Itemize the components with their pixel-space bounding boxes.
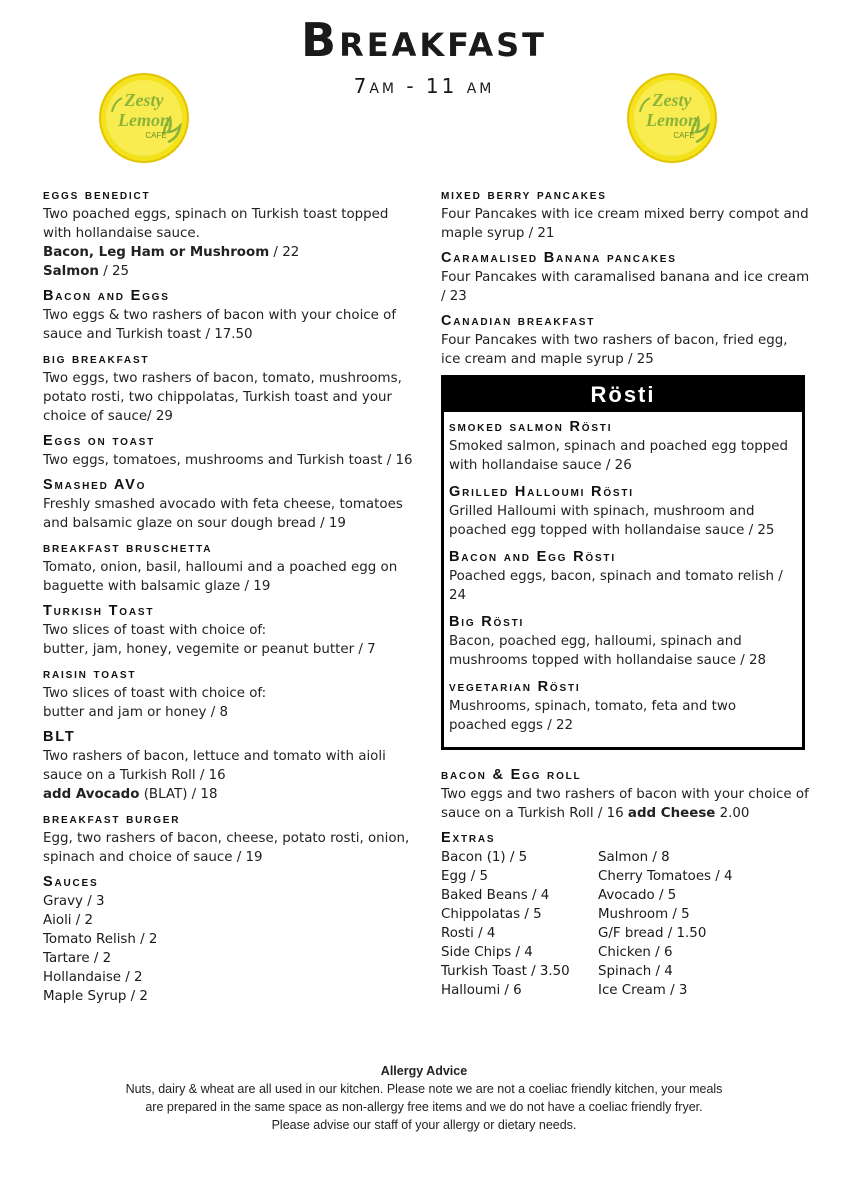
- sauce-line: Maple Syrup / 2: [43, 989, 148, 1004]
- item-name: Bacon and Eggs: [43, 288, 170, 304]
- rosti-heading: Rösti: [444, 378, 802, 412]
- item-option: [43, 243, 413, 262]
- menu-item-eggs-benedict: [43, 186, 413, 281]
- item-name: Bacon and Egg Rösti: [449, 549, 616, 565]
- allergy-text-line: Please advise our staff of your allergy or dietary needs.: [271, 1118, 577, 1132]
- logo-word-2: Lemon: [646, 110, 698, 130]
- logo-word-3: CAFE: [145, 131, 167, 140]
- item-description: Two poached eggs, spinach on Turkish toast topped with hollandaise sauce.: [43, 207, 389, 241]
- rosti-item: [449, 548, 796, 605]
- sauce-line: Tartare / 2: [43, 951, 112, 966]
- item-name: Caramalised Banana pancakes: [441, 250, 677, 266]
- menu-item-big-breakfast: [43, 350, 413, 426]
- item-name: bacon & Egg roll: [441, 767, 582, 783]
- extra-line: Turkish Toast / 3.50: [441, 964, 570, 979]
- item-description: Grilled Halloumi with spinach, mushroom and poached egg topped with hollandaise sauce / 25: [449, 504, 775, 538]
- menu-item-canadian-breakfast: [441, 312, 811, 369]
- item-description: Tomato, onion, basil, halloumi and a poached egg on baguette with balsamic glaze / 19: [43, 560, 398, 594]
- sauces-section: [43, 873, 413, 1006]
- opening-hours: 7am - 11 am: [353, 74, 495, 98]
- item-description: Freshly smashed avocado with feta cheese, tomatoes and balsamic glaze on sour dough bread / 19: [43, 497, 403, 531]
- extra-line: Ice Cream / 3: [598, 983, 688, 998]
- item-name: vegetarian Rösti: [449, 679, 581, 695]
- logo-word-2: Lemon: [118, 110, 170, 130]
- left-menu-column: [43, 186, 413, 1012]
- logo-word-1: Zesty: [652, 90, 692, 110]
- item-name: breakfast burger: [43, 811, 181, 827]
- section-heading: Sauces: [43, 874, 99, 890]
- menu-item-smashed-avo: [43, 476, 413, 533]
- extra-line: Rosti / 4: [441, 926, 496, 941]
- extra-line: Chippolatas / 5: [441, 907, 542, 922]
- sauce-line: Aioli / 2: [43, 913, 94, 928]
- sauce-line: Hollandaise / 2: [43, 970, 143, 985]
- item-description: Bacon, poached egg, halloumi, spinach and mushrooms topped with hollandaise sauce / 28: [449, 634, 767, 668]
- item-name: mixed berry pancakes: [441, 187, 607, 203]
- item-option: [43, 262, 413, 281]
- item-description: Poached eggs, bacon, spinach and tomato relish / 24: [449, 569, 783, 603]
- right-menu-column: [441, 186, 811, 1006]
- extra-line: Chicken / 6: [598, 945, 673, 960]
- menu-item-bacon-eggs: [43, 287, 413, 344]
- allergy-advice: [0, 1062, 848, 1134]
- item-description-text: Two eggs and two rashers of bacon with your choice of sauce on a Turkish Roll / 16: [441, 787, 809, 821]
- extra-line: Salmon / 8: [598, 850, 670, 865]
- item-name: big breakfast: [43, 351, 150, 367]
- sauce-line: Tomato Relish / 2: [43, 932, 158, 947]
- zesty-lemon-logo-right: [626, 72, 718, 164]
- extra-line: Cherry Tomatoes / 4: [598, 869, 733, 884]
- menu-item-berry-pancakes: [441, 186, 811, 243]
- item-description: Egg, two rashers of bacon, cheese, potato rosti, onion, spinach and choice of sauce / 19: [43, 831, 410, 865]
- logo-word-1: Zesty: [124, 90, 164, 110]
- zesty-lemon-logo-left: [98, 72, 190, 164]
- extra-line: Halloumi / 6: [441, 983, 522, 998]
- option-price: / 25: [98, 264, 130, 279]
- allergy-text-line: Nuts, dairy & wheat are all used in our kitchen. Please note we are not a coeliac friendly kitchen, your meals: [125, 1082, 723, 1096]
- rosti-section: [441, 375, 805, 750]
- item-description: Two rashers of bacon, lettuce and tomato with aioli sauce on a Turkish Roll / 16: [43, 749, 386, 783]
- rosti-list: [444, 412, 802, 747]
- item-name: Turkish Toast: [43, 603, 155, 619]
- extras-grid: [441, 848, 811, 1000]
- menu-item-eggs-on-toast: [43, 432, 413, 470]
- extra-line: Egg / 5: [441, 869, 489, 884]
- item-description: Two slices of toast with choice of: butter, jam, honey, vegemite or peanut butter / 7: [43, 623, 376, 657]
- item-description: Four Pancakes with ice cream mixed berry compot and maple syrup / 21: [441, 207, 809, 241]
- item-description: Four Pancakes with caramalised banana and ice cream / 23: [441, 270, 810, 304]
- rosti-item: [449, 678, 796, 735]
- extra-line: Avocado / 5: [598, 888, 677, 903]
- item-name: eggs benedict: [43, 187, 151, 203]
- addon-name: add Avocado: [43, 787, 140, 802]
- extras-section: [441, 829, 811, 1000]
- menu-item-egg-roll: [441, 766, 811, 823]
- item-description: Two eggs & two rashers of bacon with your choice of sauce and Turkish toast / 17.50: [43, 308, 397, 342]
- page-title: Breakfast: [301, 13, 547, 67]
- menu-item-raisin-toast: [43, 665, 413, 722]
- extra-line: Bacon (1) / 5: [441, 850, 528, 865]
- sauce-line: Gravy / 3: [43, 894, 105, 909]
- option-price: / 22: [269, 245, 300, 260]
- item-name: smoked salmon Rösti: [449, 419, 613, 435]
- item-name: Canadian breakfast: [441, 313, 596, 329]
- option-name: Salmon: [43, 264, 99, 279]
- allergy-text-line: are prepared in the same space as non-allergy free items and we do not have a coeliac friendly fryer.: [145, 1100, 703, 1114]
- rosti-item: [449, 613, 796, 670]
- item-description: Four Pancakes with two rashers of bacon, fried egg, ice cream and maple syrup / 25: [441, 333, 788, 367]
- item-name: Big Rösti: [449, 614, 525, 630]
- rosti-item: [449, 483, 796, 540]
- extra-line: G/F bread / 1.50: [598, 926, 707, 941]
- allergy-heading: Allergy Advice: [380, 1064, 468, 1078]
- extra-line: Baked Beans / 4: [441, 888, 550, 903]
- item-name: Grilled Halloumi Rösti: [449, 484, 634, 500]
- menu-item-breakfast-burger: [43, 810, 413, 867]
- item-name: BLT: [43, 729, 76, 745]
- item-description: Mushrooms, spinach, tomato, feta and two poached eggs / 22: [449, 699, 737, 733]
- item-addon: [43, 785, 413, 804]
- addon-price: (BLAT) / 18: [139, 787, 218, 802]
- menu-item-turkish-toast: [43, 602, 413, 659]
- addon-price: 2.00: [715, 806, 750, 821]
- extras-column-1: [441, 848, 598, 1000]
- logo-word-3: CAFE: [673, 131, 695, 140]
- extra-line: Spinach / 4: [598, 964, 673, 979]
- item-name: breakfast bruschetta: [43, 540, 213, 556]
- item-description: Two eggs, two rashers of bacon, tomato, mushrooms, potato rosti, two chippolatas, Turkish toast and your choice of sauce/ 29: [43, 371, 402, 424]
- item-description: [441, 785, 811, 823]
- item-name: Eggs on toast: [43, 433, 156, 449]
- addon-name: add Cheese: [627, 806, 716, 821]
- menu-item-blt: [43, 728, 413, 804]
- item-description: Smoked salmon, spinach and poached egg topped with hollandaise sauce / 26: [449, 439, 789, 473]
- item-description: Two slices of toast with choice of: butter and jam or honey / 8: [43, 686, 267, 720]
- item-description: Two eggs, tomatoes, mushrooms and Turkish toast / 16: [43, 453, 413, 468]
- option-name: Bacon, Leg Ham or Mushroom: [43, 245, 270, 260]
- extras-column-2: [598, 848, 755, 1000]
- rosti-item: [449, 418, 796, 475]
- section-heading: Extras: [441, 830, 496, 846]
- item-name: raisin toast: [43, 666, 137, 682]
- extra-line: Side Chips / 4: [441, 945, 533, 960]
- item-name: Smashed AVo: [43, 477, 147, 493]
- menu-item-banana-pancakes: [441, 249, 811, 306]
- menu-item-bruschetta: [43, 539, 413, 596]
- extra-line: Mushroom / 5: [598, 907, 690, 922]
